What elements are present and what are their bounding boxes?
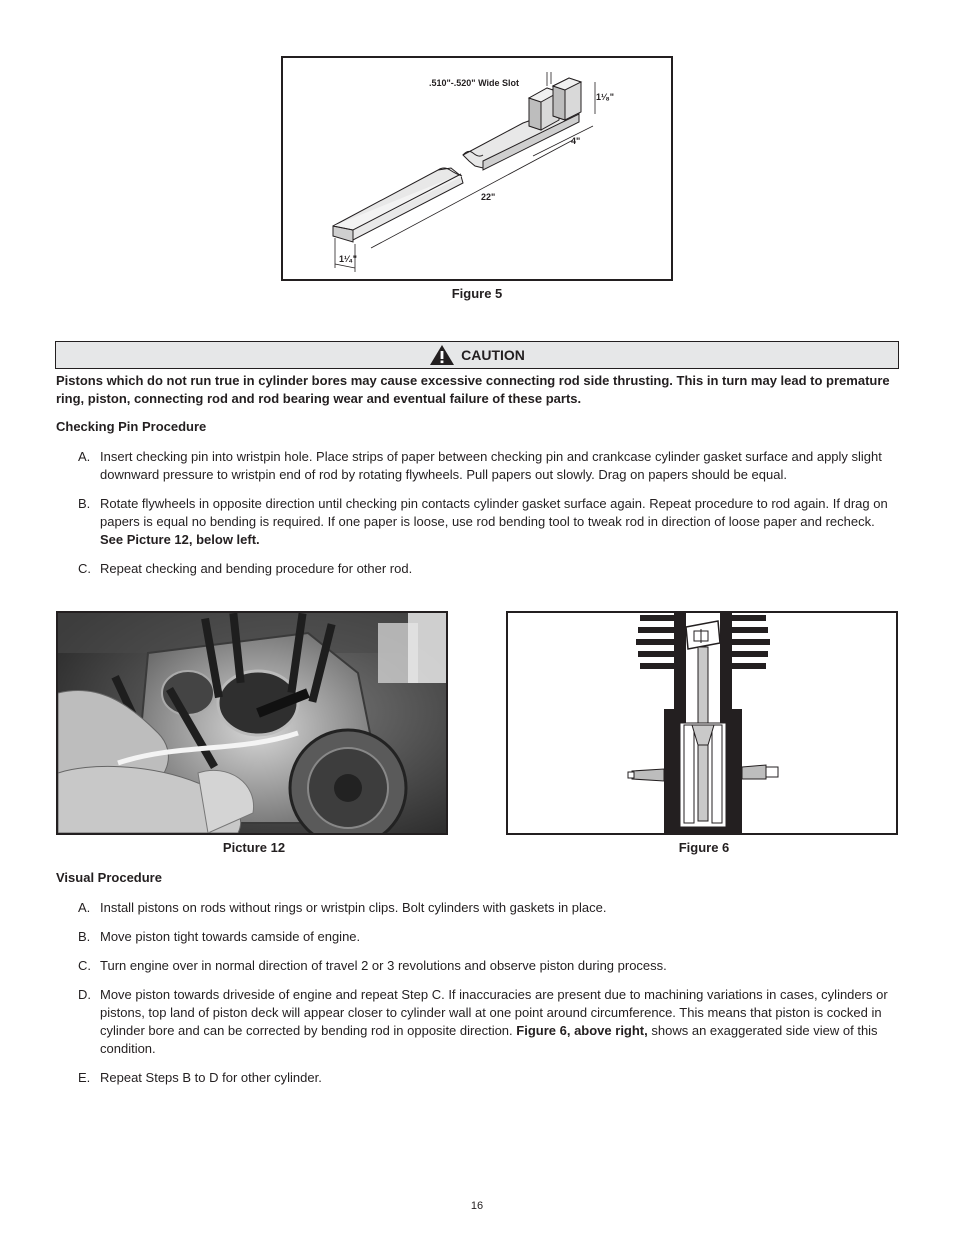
step-text: Install pistons on rods without rings or wristpin clips. Bolt cylinders with gaskets in place. <box>100 900 607 915</box>
step-text: Rotate flywheels in opposite direction until checking pin contacts cylinder gasket surface again. Repeat procedure to rod again. If drag on papers is equal no bending is required. If one paper is loose, use rod bending tool to tweak rod in direction of loose paper and recheck. <box>100 496 888 529</box>
step-letter: A. <box>78 449 91 464</box>
step-text: Move piston tight towards camside of engine. <box>100 929 361 944</box>
step-letter: E. <box>78 1070 91 1085</box>
step-text: Repeat Steps B to D for other cylinder. <box>100 1070 322 1085</box>
caution-banner <box>55 341 899 369</box>
checking-step-c <box>78 560 900 578</box>
step-letter: D. <box>78 987 91 1002</box>
length-4-label: 4" <box>571 136 581 146</box>
step-letter: C. <box>78 958 91 973</box>
step-letter: C. <box>78 561 91 576</box>
step-text: Move piston towards driveside of engine and repeat Step C. If inaccuracies are present due to machining variations in cases, cylinders or pistons, top land of piston deck will appear closer to cylinder wall at one point around circumference. This means that piston is cocked in cylinder bore and can be corrected by bending rod in opposite direction. <box>100 987 888 1038</box>
checking-pin-heading: Checking Pin Procedure <box>56 419 207 434</box>
picture-12-photo <box>56 611 448 835</box>
visual-step-d <box>78 986 900 1058</box>
step-text: Turn engine over in normal direction of travel 2 or 3 revolutions and observe piston during process. <box>100 958 667 973</box>
warning-triangle-icon <box>429 344 455 366</box>
visual-procedure-heading: Visual Procedure <box>56 870 162 885</box>
figure-6-frame <box>506 611 898 835</box>
cocked-piston-diagram <box>508 613 896 833</box>
caution-title: CAUTION <box>461 347 525 363</box>
length-22-label: 22" <box>481 192 496 202</box>
step-letter: B. <box>78 496 91 511</box>
visual-step-c <box>78 957 900 975</box>
caution-text: Pistons which do not run true in cylinder bores may cause excessive connecting rod side thrusting. This in turn may lead to premature ring, piston, connecting rod and rod bearing wear and eventual failure of these parts. <box>56 373 890 406</box>
figure-5-caption: Figure 5 <box>451 286 503 301</box>
slot-width-label: .510"-.520" Wide Slot <box>429 78 519 88</box>
checking-step-a <box>78 448 900 484</box>
step-text: Insert checking pin into wristpin hole. Place strips of paper between checking pin and crankcase cylinder gasket surface and apply slight downward pressure to wristpin end of rod by rotating flywheels. Pull papers out slowly. Drag on papers should be equal. <box>100 449 882 482</box>
step-text: Repeat checking and bending procedure for other rod. <box>100 561 413 576</box>
page-number: 16 <box>470 1200 484 1212</box>
step-reference: See Picture 12, below left. <box>100 532 260 547</box>
engine-crankcase-photo <box>58 613 446 833</box>
figure-5-frame <box>281 56 673 281</box>
height-label: 1¹⁄₈" <box>596 92 614 102</box>
visual-step-b <box>78 928 900 946</box>
step-text-after: shows an exaggerated side view of this condition. <box>100 1023 878 1056</box>
width-label: 1¹⁄₄" <box>339 254 358 264</box>
step-letter: B. <box>78 929 91 944</box>
step-letter: A. <box>78 900 91 915</box>
visual-step-a <box>78 899 900 917</box>
picture-12-caption: Picture 12 <box>222 840 286 855</box>
step-reference: Figure 6, above right, <box>516 1023 648 1038</box>
checking-step-b <box>78 495 900 549</box>
figure-6-caption: Figure 6 <box>678 840 730 855</box>
visual-step-e <box>78 1069 900 1087</box>
